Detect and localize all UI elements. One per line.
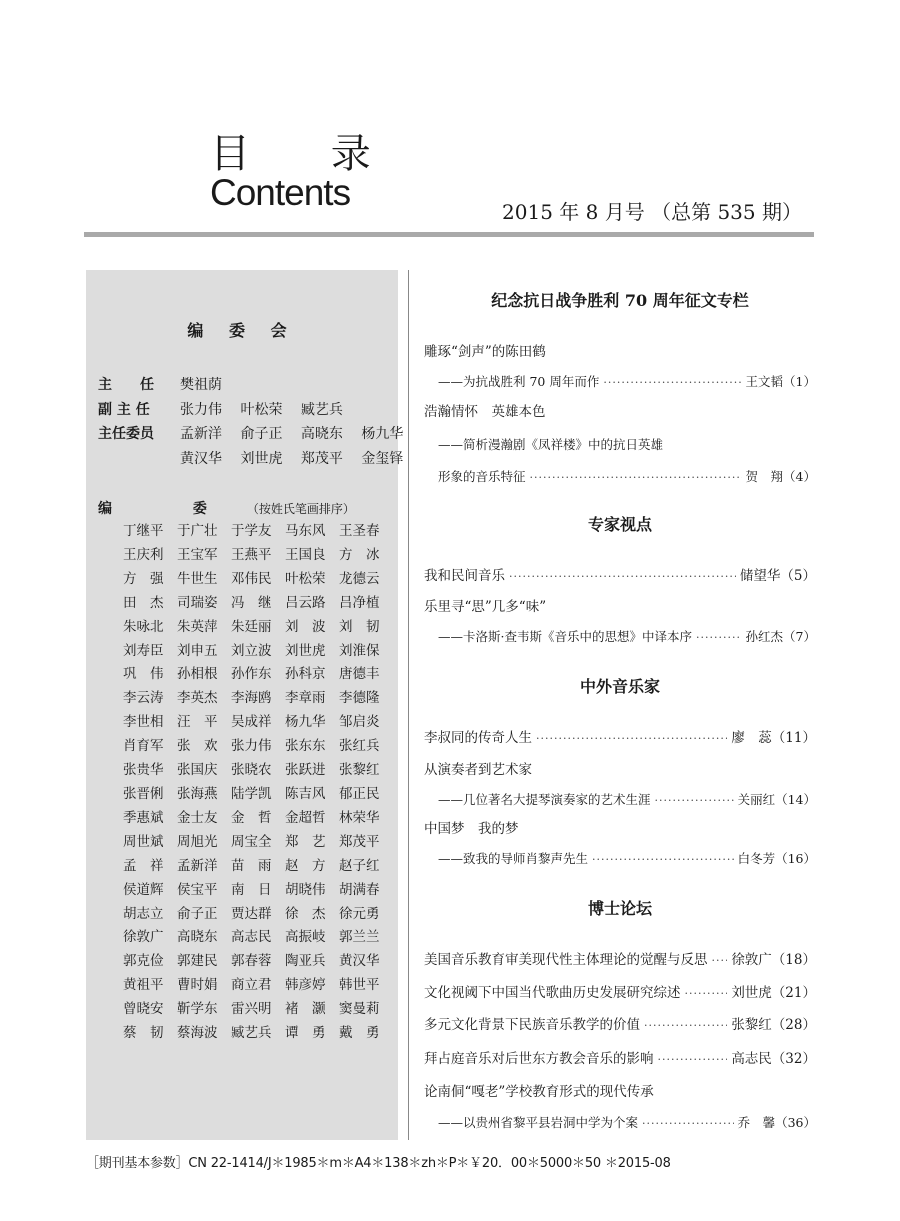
editor-name: 韩彦婷: [285, 977, 326, 994]
editor-name: 张力伟: [231, 738, 272, 755]
editor-name: 黄汉华: [339, 953, 380, 970]
author-page: 王文韬（1）: [745, 374, 816, 389]
editor-name: 曹时娟: [177, 977, 218, 994]
editor-name: 南 日: [231, 881, 272, 898]
editor-name: 李云涛: [123, 690, 164, 707]
article-title: 文化视阈下中国当代歌曲历史发展研究综述: [424, 985, 681, 1001]
editor-name: 刘 波: [285, 618, 326, 635]
editor-name: 高振岐: [285, 929, 326, 946]
editor-name: 侯宝平: [177, 881, 218, 898]
editor-name: 冯 继: [231, 594, 272, 611]
editor-name: 巩 伟: [123, 666, 164, 683]
journal-parameters: ［期刊基本参数］CN 22-1414/J＊1985＊m＊A4＊138＊zh＊P＊￥20．00＊5000＊50 ＊2015-08: [86, 1156, 671, 1171]
board-name: 臧艺兵: [300, 402, 343, 418]
author-page: 乔 馨（36）: [737, 1115, 816, 1130]
editor-name: 叶松荣: [285, 570, 326, 587]
editor-name: 邹启炎: [339, 714, 380, 731]
leader-dots: [655, 794, 734, 807]
editor-name: 徐敦广: [123, 929, 164, 946]
leader-dots: [658, 1053, 728, 1066]
article-subtitle: ——简析漫瀚剧《凤祥楼》中的抗日英雄: [438, 437, 664, 452]
article-title: 从演奏者到艺术家: [424, 762, 532, 778]
board-name: 叶松荣: [240, 402, 283, 418]
editor-name: 王宝军: [177, 546, 218, 563]
editor-name: 刘淮保: [339, 642, 380, 659]
editor-name: 方 冰: [339, 546, 380, 563]
editor-name: 郭春蓉: [231, 953, 272, 970]
editor-name: 戴 勇: [339, 1025, 380, 1042]
toc-entry-subtitle: [424, 1113, 816, 1131]
editor-name: 周世斌: [123, 833, 164, 850]
editor-name: 黄祖平: [123, 977, 164, 994]
editor-name: 苗 雨: [231, 857, 272, 874]
editor-name: 陈吉风: [285, 785, 326, 802]
editor-name: 赵 方: [285, 857, 326, 874]
editor-name: 张东东: [285, 738, 326, 755]
article-subtitle: ——以贵州省黎平县岩洞中学为个案: [438, 1115, 639, 1130]
editor-name: 牛世生: [177, 570, 218, 587]
board-name: 张力伟: [180, 402, 222, 418]
toc-entry[interactable]: [424, 726, 816, 746]
editor-name: 金超哲: [285, 809, 326, 826]
editor-name: 褚 灏: [285, 1001, 326, 1018]
author-page: 廖 蕊（11）: [731, 730, 816, 746]
leader-dots: [696, 631, 742, 644]
leader-dots: [536, 732, 727, 745]
editor-name: 王燕平: [231, 546, 272, 563]
toc-entry-subtitle: [424, 372, 816, 390]
editor-name: 吕云路: [285, 594, 326, 611]
article-title: 浩瀚情怀 英雄本色: [424, 404, 546, 420]
section-title: 专家视点: [587, 515, 652, 534]
toc-entry-subtitle: [424, 627, 816, 645]
page-title-cn: 目 录: [210, 131, 405, 177]
editor-name: 窦曼莉: [339, 1001, 380, 1018]
article-subtitle: ——几位著名大提琴演奏家的艺术生涯: [438, 792, 651, 807]
editor-name: 周宝全: [231, 833, 272, 850]
editor-name: 张黎红: [339, 762, 380, 779]
toc-entry[interactable]: [424, 595, 816, 615]
leader-dots: [642, 1117, 734, 1130]
editor-name: 王国良: [285, 546, 326, 563]
article-title: 美国音乐教育审美现代性主体理论的觉醒与反思: [424, 952, 708, 968]
editor-name: 蔡海波: [177, 1025, 218, 1042]
article-subtitle: ——为抗战胜利 70 周年而作: [438, 374, 600, 389]
author-page: 张黎红（28）: [731, 1017, 816, 1033]
editor-name: 金 哲: [231, 809, 272, 826]
toc-entry[interactable]: [424, 400, 816, 420]
editor-name: 俞子正: [177, 905, 218, 922]
toc-entry[interactable]: [424, 1013, 816, 1033]
editor-name: 吴成祥: [231, 714, 272, 731]
editor-name: 金士友: [177, 809, 218, 826]
editor-name: 郑 艺: [285, 833, 326, 850]
editor-name: 张海燕: [177, 785, 218, 802]
editor-name: 丁继平: [123, 523, 164, 539]
toc-entry-subtitle: [424, 435, 816, 453]
editors-note: （按姓氏笔画排序）: [246, 502, 355, 516]
editor-name: 马东风: [285, 523, 326, 539]
editor-name: 陆学凯: [231, 785, 272, 802]
members-names-row1: [180, 423, 417, 443]
author-page: 贺 翔（4）: [745, 469, 816, 484]
editor-name: 李章雨: [285, 690, 326, 707]
board-name: 樊祖荫: [180, 377, 222, 393]
author-page: 徐敦广（18）: [731, 952, 816, 968]
editor-name: 孟新洋: [177, 857, 218, 874]
author-page: 储望华（5）: [739, 568, 816, 584]
editor-name: 周旭光: [177, 833, 218, 850]
editor-name: 孙相根: [177, 666, 218, 683]
editor-name: 雷兴明: [231, 1001, 272, 1018]
editor-name: 郭兰兰: [339, 929, 380, 946]
deputy-label: 副 主 任: [98, 402, 150, 418]
editor-name: 田 杰: [123, 594, 164, 611]
article-title: 李叔同的传奇人生: [424, 730, 532, 746]
editor-name: 吕净植: [339, 594, 380, 611]
article-title: 拜占庭音乐对后世东方教会音乐的影响: [424, 1051, 654, 1067]
editor-name: 徐 杰: [285, 905, 326, 922]
editor-name: 孟 祥: [123, 857, 164, 874]
editor-name: 贾达群: [231, 905, 272, 922]
article-title: 中国梦 我的梦: [424, 821, 519, 837]
editor-name: 高晓东: [177, 929, 218, 946]
editor-name: 胡晓伟: [285, 881, 326, 898]
editor-name: 朱咏北: [123, 618, 164, 635]
leader-dots: [644, 1019, 727, 1032]
deputy-names: [180, 399, 357, 419]
toc-entry[interactable]: [424, 817, 816, 837]
editor-name: 汪 平: [177, 714, 218, 731]
members-names-row2: [180, 448, 417, 468]
editor-name: 刘申五: [177, 642, 218, 659]
board-name: 金玺铎: [361, 451, 404, 467]
editor-name: 胡志立: [123, 905, 164, 922]
author-page: 刘世虎（21）: [731, 985, 816, 1001]
editor-name: 张贵华: [123, 762, 164, 779]
editor-name: 王庆利: [123, 546, 164, 563]
editorial-board-title: 编 委 会: [187, 321, 297, 340]
editor-name: 韩世平: [339, 977, 380, 994]
toc-entry[interactable]: [424, 1080, 816, 1100]
article-title: 论南侗“嘎老”学校教育形式的现代传承: [424, 1084, 654, 1100]
editor-name: 朱英萍: [177, 618, 218, 635]
editor-name: 郭克俭: [123, 953, 164, 970]
editor-name: 靳学东: [177, 1001, 218, 1018]
editor-name: 杨九华: [285, 714, 326, 731]
toc-entry[interactable]: [424, 1047, 816, 1067]
toc-entry[interactable]: [424, 758, 816, 778]
editors-label: 编 委: [98, 501, 245, 517]
section-title: 中外音乐家: [579, 677, 660, 696]
leader-dots: [530, 471, 742, 484]
editor-name: 孙科京: [285, 666, 326, 683]
leader-dots: [603, 376, 741, 389]
toc-entry[interactable]: [424, 948, 816, 968]
board-name: 孟新洋: [180, 426, 222, 442]
editor-name: 张 欢: [177, 738, 218, 755]
editor-name: 赵子红: [339, 857, 380, 874]
editor-name: 谭 勇: [285, 1025, 326, 1042]
article-title: 多元文化背景下民族音乐教学的价值: [424, 1017, 640, 1033]
leader-dots: [712, 954, 728, 967]
members-label: 主任委员: [98, 426, 154, 442]
author-page: 孙红杰（7）: [745, 629, 816, 644]
editor-name: 季惠斌: [123, 809, 164, 826]
editor-name: 郑茂平: [339, 833, 380, 850]
editor-name: 张晋俐: [123, 785, 164, 802]
editors-grid: [123, 520, 395, 1046]
editor-name: 陶亚兵: [285, 953, 326, 970]
editors-heading: [98, 498, 355, 518]
leader-dots: [592, 853, 734, 866]
editor-name: 唐德丰: [339, 666, 380, 683]
editor-name: 商立君: [231, 977, 272, 994]
editor-name: 方 强: [123, 570, 164, 587]
editor-name: 郁正民: [339, 785, 380, 802]
editor-name: 于学友: [231, 523, 272, 539]
toc-entry-subtitle: [424, 467, 816, 485]
toc-entry[interactable]: [424, 981, 816, 1001]
article-subtitle: 形象的音乐特征: [438, 469, 526, 484]
editor-name: 刘 韧: [339, 618, 380, 635]
editor-name: 刘世虎: [285, 642, 326, 659]
editor-name: 李德隆: [339, 690, 380, 707]
editor-name: 徐元勇: [339, 905, 380, 922]
board-name: 俞子正: [240, 426, 283, 442]
editor-name: 朱廷丽: [231, 618, 272, 635]
editor-name: 侯道辉: [123, 881, 164, 898]
article-title: 雕琢“剑声”的陈田鹤: [424, 344, 546, 360]
header-rule: [84, 232, 814, 237]
article-title: 乐里寻“思”几多“味”: [424, 599, 547, 615]
article-subtitle: ——致我的导师肖黎声先生: [438, 851, 589, 866]
editor-name: 孙作东: [231, 666, 272, 683]
leader-dots: [509, 570, 736, 583]
toc-entry-subtitle: [424, 849, 816, 867]
section-title: 博士论坛: [587, 899, 652, 918]
page-title-en: Contents: [210, 172, 351, 213]
board-name: 郑茂平: [300, 451, 343, 467]
board-name: 黄汉华: [180, 451, 222, 467]
editor-name: 臧艺兵: [231, 1025, 272, 1042]
editor-name: 于广壮: [177, 523, 218, 539]
leader-dots: [685, 987, 728, 1000]
board-name: 杨九华: [361, 426, 404, 442]
editorial-board-panel: [86, 270, 404, 1140]
chief-label: 主 任: [98, 377, 154, 393]
editor-name: 张跃进: [285, 762, 326, 779]
author-page: 高志民（32）: [731, 1051, 816, 1067]
editor-name: 张国庆: [177, 762, 218, 779]
editor-name: 张晓农: [231, 762, 272, 779]
toc-entry-subtitle: [424, 790, 816, 808]
author-page: 白冬芳（16）: [737, 851, 816, 866]
editor-name: 李世相: [123, 714, 164, 731]
editor-name: 张红兵: [339, 738, 380, 755]
chief-names: [180, 374, 236, 394]
editor-name: 邓伟民: [231, 570, 272, 587]
editor-name: 司瑞姿: [177, 594, 218, 611]
author-page: 关丽红（14）: [737, 792, 816, 807]
board-name: 高晓东: [300, 426, 343, 442]
editor-name: 郭建民: [177, 953, 218, 970]
article-subtitle: ——卡洛斯·查韦斯《音乐中的思想》中译本序: [438, 629, 692, 644]
issue-info: 2015 年 8 月号 （总第 535 期）: [502, 200, 802, 224]
editor-name: 王圣春: [339, 523, 380, 539]
editor-name: 刘寿臣: [123, 642, 164, 659]
article-title: 我和民间音乐: [424, 568, 505, 584]
editor-name: 刘立波: [231, 642, 272, 659]
board-name: 刘世虎: [240, 451, 283, 467]
column-divider: [408, 270, 409, 1140]
editor-name: 肖育军: [123, 738, 164, 755]
toc-entry[interactable]: [424, 564, 816, 584]
editor-name: 胡满春: [339, 881, 380, 898]
editor-name: 高志民: [231, 929, 272, 946]
editor-name: 李海鸥: [231, 690, 272, 707]
editor-name: 龙德云: [339, 570, 380, 587]
editor-name: 李英杰: [177, 690, 218, 707]
toc-entry[interactable]: [424, 340, 816, 360]
editor-name: 曾晓安: [123, 1001, 164, 1018]
editor-name: 林荣华: [339, 809, 380, 826]
section-title: 纪念抗日战争胜利 70 周年征文专栏: [491, 291, 749, 310]
editor-name: 蔡 韧: [123, 1025, 164, 1042]
